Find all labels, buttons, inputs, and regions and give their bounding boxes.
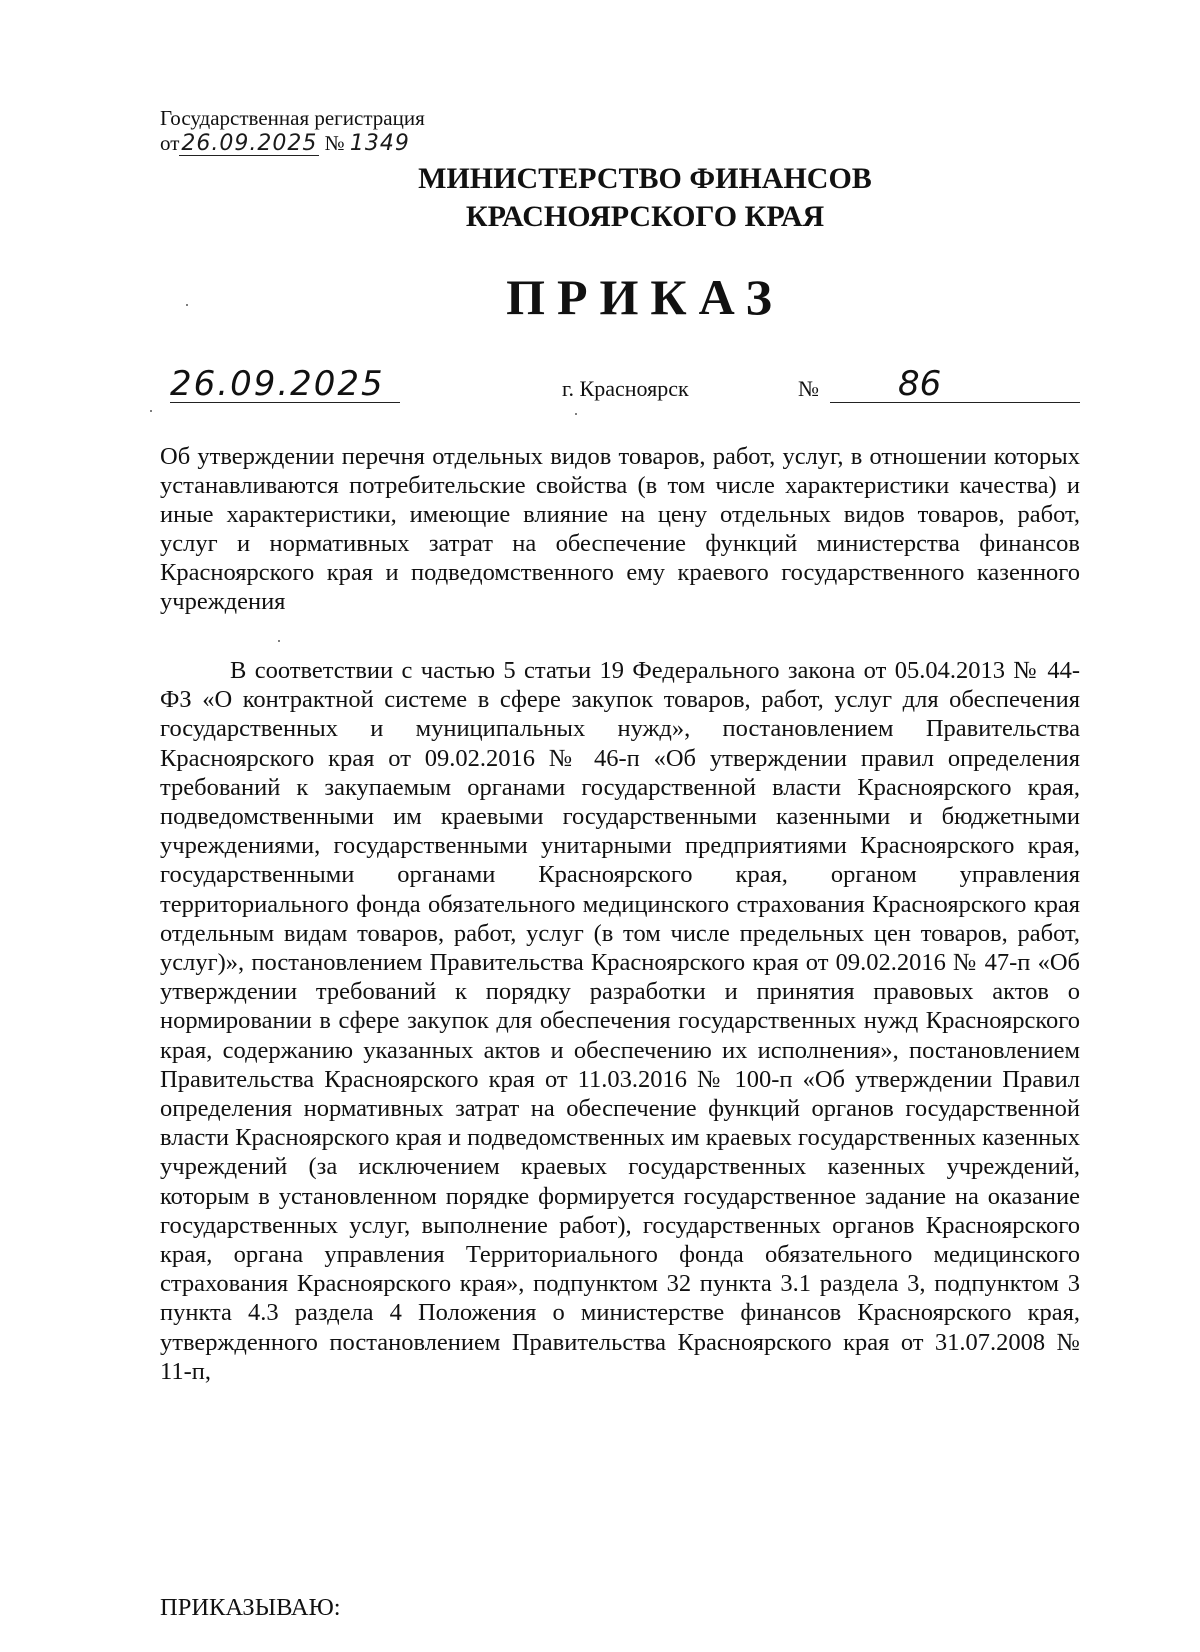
- registration-stamp: [160, 106, 425, 156]
- order-date-underline: [170, 402, 400, 403]
- order-number: 86: [898, 364, 942, 404]
- registration-number-sign: №: [324, 131, 345, 155]
- order-date-line: [160, 364, 1080, 412]
- scan-speck: [186, 304, 188, 306]
- ministry-title: [0, 160, 1200, 236]
- order-subject: Об утверждении перечня отдельных видов товаров, работ, услуг, в отношении которых устанавливаются потребительские свойства (в том числе характеристики качества) и иные характеристики, имеющие влияние на цену отдельных видов товаров, работ, услуг и нормативных затрат на обеспечение функций министерства финансов Красноярского края и подведомственного ему краевого государственного казенного учреждения: [160, 443, 1080, 615]
- scan-speck: [278, 640, 280, 642]
- order-date: 26.09.2025: [170, 364, 385, 404]
- ministry-title-line2: КРАСНОЯРСКОГО КРАЯ: [465, 200, 825, 233]
- registration-line: [160, 131, 425, 156]
- order-preamble: В соответствии с частью 5 статьи 19 Федерального закона от 05.04.2013 № 44-ФЗ «О контрактной системе в сфере закупок товаров, работ, услуг для обеспечения государственных и муниципальных нужд», постановлением Правительства Красноярского края от 09.02.2016 № 46-п «Об утверждении правил определения требований к закупаемым органами государственной власти Красноярского края, подведомственными им краевыми государственными казенными и бюджетными учреждениями, государственными унитарными предприятиями Красноярского края, государственными органами Красноярского края, органом управления территориального фонда обязательного медицинского страхования Красноярского края отдельным видам товаров, работ, услуг (в том числе предельных цен товаров, работ, услуг)», постановлением Правительства Красноярского края от 09.02.2016 № 47-п «Об утверждении требований к порядку разработки и принятия правовых актов о нормировании в сфере закупок для обеспечения государственных нужд Красноярского края, содержанию указанных актов и обеспечению их исполнения», постановлением Правительства Красноярского края от 11.03.2016 № 100-п «Об утверждении Правил определения нормативных затрат на обеспечение функций органов государственной власти Красноярского края и подведомственных им краевых государственных казенных учреждений (за исключением краевых государственных казенных учреждений, которым в установленном порядке формируется государственное задание на оказание государственных услуг, выполнение работ), государственных органов Красноярского края, органа управления Территориального фонда обязательного медицинского страхования Красноярского края», подпунктом 32 пункта 3.1 раздела 3, подпунктом 3 пункта 4.3 раздела 4 Положения о министерстве финансов Красноярского края, утвержденного постановлением Правительства Красноярского края от 31.07.2008 № 11-п,: [160, 657, 1080, 1385]
- registration-date: 26.09.2025: [181, 131, 318, 156]
- order-number-sign: №: [798, 376, 819, 401]
- document-type-heading: ПРИКАЗ: [506, 269, 784, 325]
- registration-number: 1349: [349, 131, 410, 156]
- registration-label: Государственная регистрация: [160, 106, 425, 130]
- scan-speck: [575, 413, 577, 415]
- ministry-title-line1: МИНИСТЕРСТВО ФИНАНСОВ: [418, 162, 872, 195]
- order-city: г. Красноярск: [562, 376, 689, 401]
- order-command-word: ПРИКАЗЫВАЮ:: [160, 1594, 341, 1621]
- scan-speck: [150, 410, 152, 412]
- registration-from-prefix: от: [160, 131, 180, 155]
- order-number-underline: [830, 402, 1080, 403]
